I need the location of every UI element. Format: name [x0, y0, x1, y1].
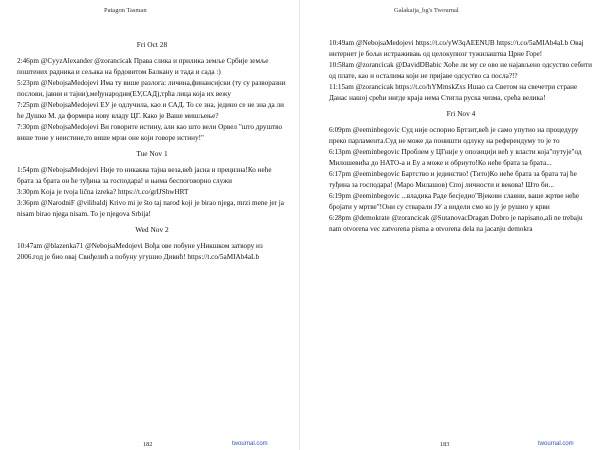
tweet-entry: 6:13pm @eeminbegovic Проблем у ЦГније у опозицији већ у власти која"путује"од Милошевића до НАТО-а и Еу а може и обрнуто!Ко неће брата за брата...: [329, 148, 582, 167]
tweet-entry: 3:30pm Koja je tvoja lična izreka? https://t.co/grIJShwHRT: [17, 188, 189, 196]
date-heading: Fri Nov 4: [446, 109, 476, 118]
page-number-left: 182: [143, 441, 153, 448]
page-number-right: 183: [440, 441, 450, 448]
tweet-entry: 10:58am @zorancicak @DavidDBabic Хоће ли му се ово не најављено одсуство себити од плате, као и осталима који не пријаве одсуство са посла?!?: [329, 61, 592, 80]
tweet-entry: 2:46pm @CyyzAlexander @zorancicak Права слика и прилика земље Србије земље поштених радника и сељака на брдовитом Балкану и тада и сада :): [17, 57, 269, 76]
right-page: [300, 0, 600, 450]
tweet-entry: 7:25pm @NebojsaMedojevi ЕУ je одлучила, као и САД. То се зна, једино се не зна да ли ће Душко М. да формира нову владу ЦГ. Како је Ваше мишљење?: [17, 101, 284, 120]
tweet-entry: 3:36pm @NarodniF @vilibaldj Krivo mi je što taj narod koji je birao njega, mrzi mene jer ja nisam birao njega nisam. To je njegova Srbija!: [17, 199, 284, 218]
tweet-entry: 10:47am @blazenka71 @NebojsaMedojevi Вођа ове побуне уНикшком затвору из 2006.год је био овај Свиђелић а побуну угушио Дивић! https://t.co/5aMIAb4aLb: [17, 242, 263, 261]
tweet-entry: 10:49am @NebojsaMedojevi https://t.co/yW3qAEENUB https://t.co/5aMIAb4aLb Овај интернет је бољи истраживањ од целокупног тужилаштва Црне Горе!: [329, 39, 584, 58]
tweet-entry: 6:09pm @eeminbegovic Суд није оспорио Бртзит,већ је само упутио на процедуру преко парламента.Суд не може да поништи одлуку на референдуму то је то: [329, 126, 579, 145]
tweet-entry: 11:15am @zorancicak https://t.co/hYMmskZxs Ишао са Светом на свечетри стране Данас нашој срећи нигде краја нема Стигла руска чизма, срећа велика!: [329, 83, 578, 102]
tweet-entry: 7:30pm @NebojsaMedojevi Ви говорите истину, али као што вели Орвел "што друштво више тоне у неистине,то више мрзи оне који говоре истину!": [17, 123, 283, 142]
running-head-right: Galakaija_bg's Twournal: [394, 7, 459, 14]
site-link-right[interactable]: twournal.com: [538, 441, 574, 447]
site-link-left[interactable]: twournal.com: [232, 441, 268, 447]
right-page-content: [329, 38, 593, 235]
tweet-entry: 6:28pm @demokrate @zorancicak @SutanovacDragan Dobro je napisano,ali ne trebaju nam otvorena vec zatvorena pisma a otvorena dela na jacanju demokra: [329, 214, 583, 233]
date-heading: Wed Nov 2: [135, 225, 169, 234]
left-page-content: [17, 35, 287, 263]
tweet-entry: 6:17pm @eeminbegovic Бартство и јединство! (Тито)Ко неће брата за брата тај ће туђина за господара! (Марo Милашов) Спој личности и векова! Што би...: [329, 170, 577, 189]
running-head-left: Patagon Tasman: [104, 7, 147, 14]
tweet-entry: 5:23pm @NebojsaMedojevi Има ту више разлога: личина,финансијски (ту су разворазни послови, јавни и тајни),међународни(ЕУ,САД),трћа лица која их вежу: [17, 79, 286, 98]
date-heading: Fri Oct 28: [136, 40, 168, 49]
tweet-entry: 6:19pm @eeminbegovic ...владика Раде бесједио"Вјекови славни, ваше жртве неће бројати у мртве"!Они су стварали ЈУ а видели смо ко ју је рушио у крви: [329, 192, 580, 211]
tweet-entry: 1:54pm @NebojsaMedojevi Није то никаква тајна веза,већ јасна и прецизна!Ко нећe брата за брата он ће туђина за господара! и њима беспоговорно служи: [17, 166, 272, 185]
date-heading: Tue Nov 1: [136, 149, 168, 158]
